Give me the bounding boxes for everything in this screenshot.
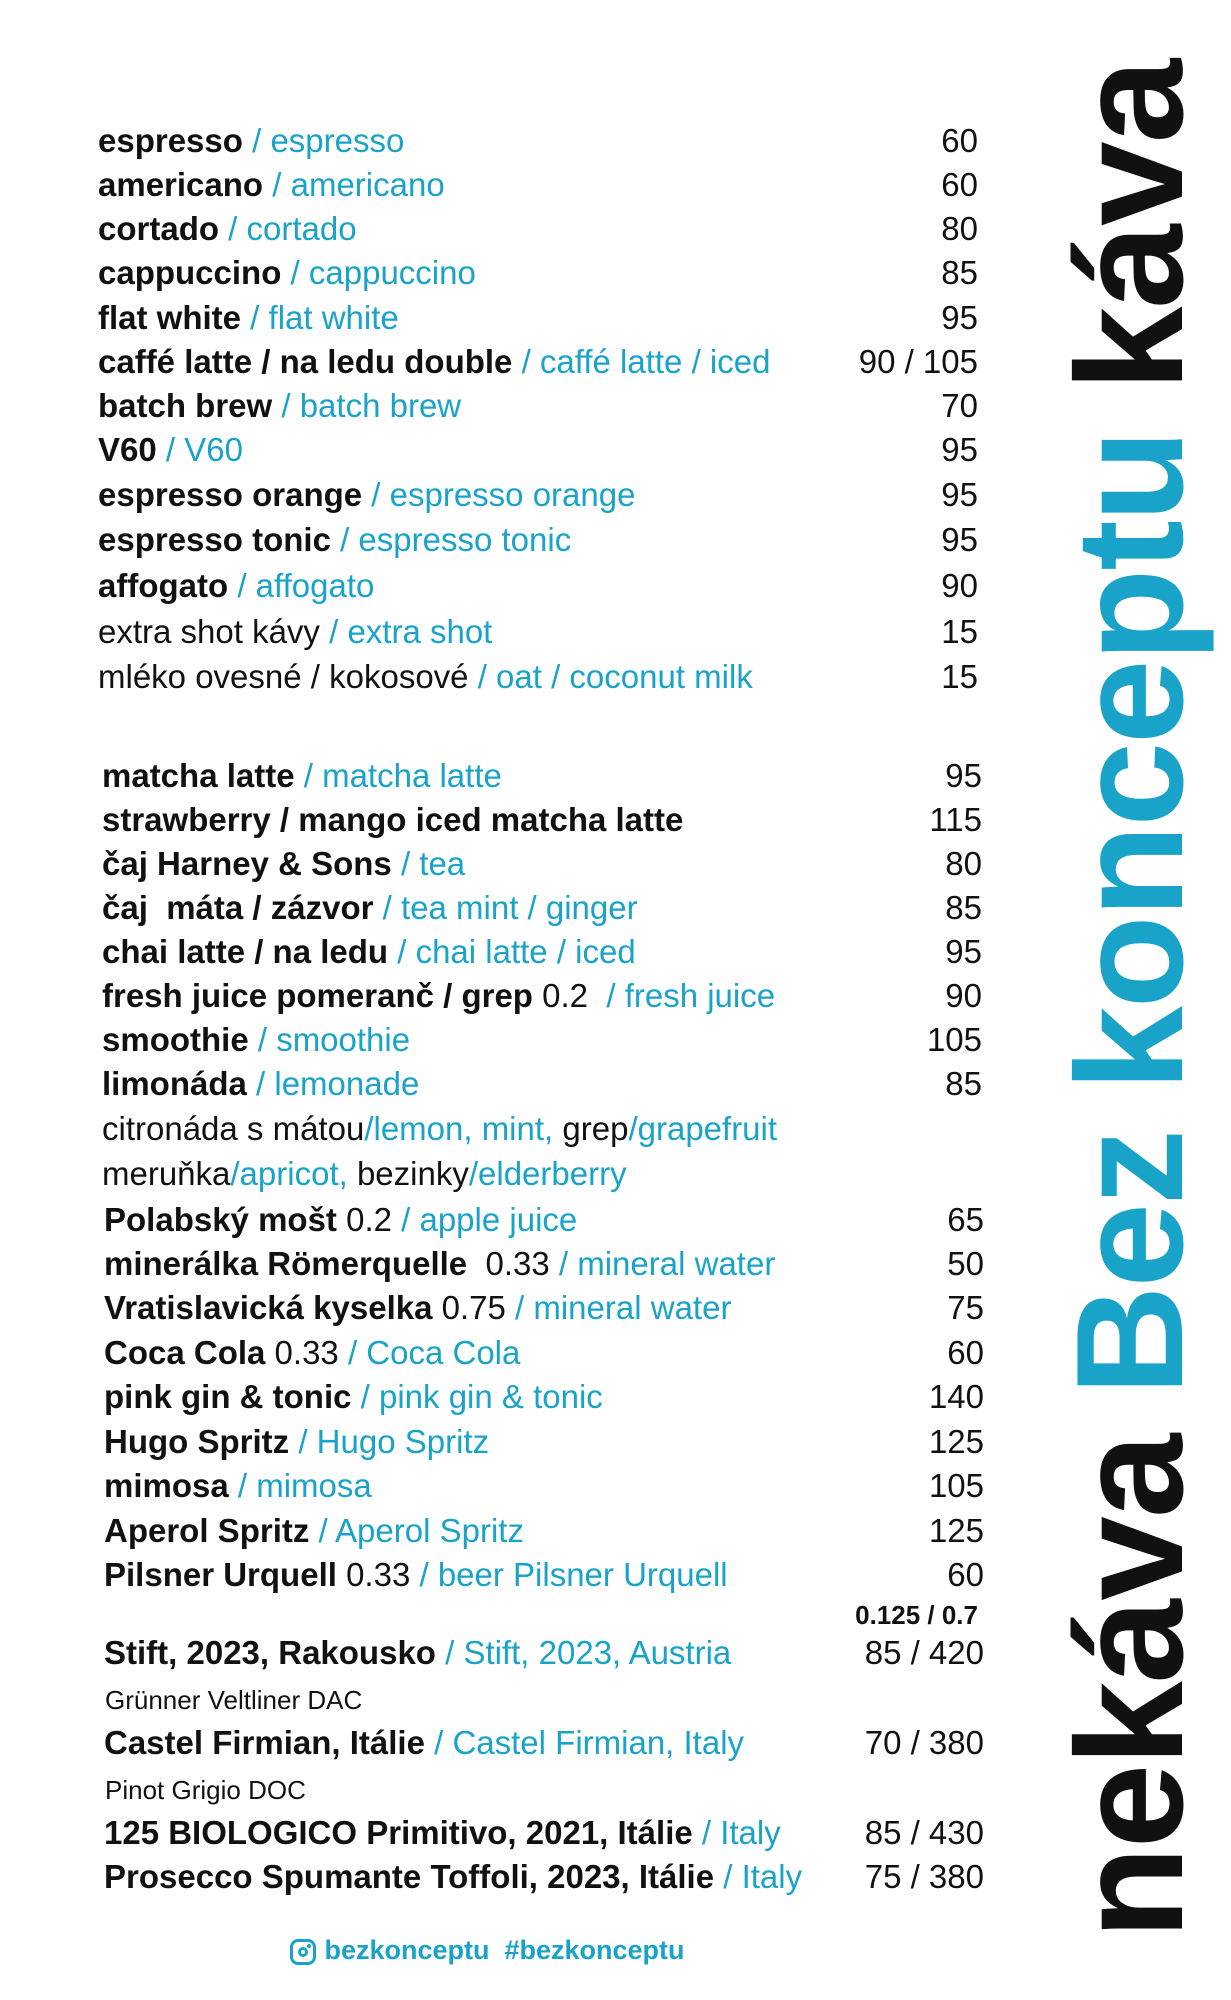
item-name: americano xyxy=(98,166,264,203)
item-name: cappuccino xyxy=(98,254,282,291)
item-name-en: / espresso xyxy=(242,122,405,159)
item-name: smoothie xyxy=(102,1021,249,1058)
item-price: 95 xyxy=(941,431,978,468)
flavor-cz: citronáda s mátou xyxy=(102,1110,365,1147)
title-kava: káva xyxy=(1045,60,1215,432)
item-name-en: / Aperol Spritz xyxy=(309,1512,524,1549)
item-name-en: / oat / coconut milk xyxy=(468,658,753,695)
item-name-en: / extra shot xyxy=(319,613,493,650)
title-brand: Bez konceptu xyxy=(1045,431,1215,1396)
item-name: 125 BIOLOGICO Primitivo, 2021, Itálie xyxy=(104,1814,693,1851)
item-price: 75 / 380 xyxy=(864,1858,984,1895)
item-price: 65 xyxy=(947,1201,984,1238)
item-name-en: / lemonade xyxy=(246,1065,420,1102)
item-price: 115 xyxy=(929,801,982,838)
item-price: 90 xyxy=(945,977,982,1014)
item-name-en: / mineral water xyxy=(505,1289,732,1326)
item-name: Vratislavická kyselka xyxy=(104,1289,433,1326)
item-name: matcha latte xyxy=(102,757,295,794)
item-name: Prosecco Spumante Toffoli, 2023, Itálie xyxy=(104,1858,715,1895)
item-name: flat white xyxy=(98,299,242,336)
item-name-en: / espresso orange xyxy=(362,476,636,513)
instagram-icon xyxy=(290,1939,316,1965)
item-qty: 0.2 xyxy=(532,977,598,1014)
item-name: čaj máta / zázvor xyxy=(102,889,374,926)
item-name: mimosa xyxy=(104,1467,229,1504)
item-name-en: / cortado xyxy=(219,210,357,247)
item-price: 60 xyxy=(941,122,978,159)
item-price: 95 xyxy=(941,299,978,336)
flavor-en: /lemon, mint, xyxy=(364,1110,563,1147)
item-name: fresh juice pomeranč / grep xyxy=(102,977,533,1014)
item-name-en: / matcha latte xyxy=(294,757,502,794)
item-price: 85 xyxy=(945,889,982,926)
item-name-en: / Italy xyxy=(714,1858,803,1895)
item-name: affogato xyxy=(98,567,229,604)
item-price: 125 xyxy=(928,1423,984,1460)
item-name: Hugo Spritz xyxy=(104,1423,290,1460)
item-price: 85 / 420 xyxy=(864,1634,984,1671)
item-price: 50 xyxy=(947,1245,984,1282)
item-name-en: / fresh juice xyxy=(597,977,776,1014)
item-name-en: / Stift, 2023, Austria xyxy=(435,1634,732,1671)
item-price: 15 xyxy=(941,613,978,650)
item-name: Coca Cola xyxy=(104,1334,266,1371)
item-name-en: / chai latte / iced xyxy=(388,933,636,970)
item-price: 105 xyxy=(926,1021,982,1058)
item-name-en: / batch brew xyxy=(272,387,462,424)
item-price: 75 xyxy=(947,1289,984,1326)
item-name: espresso xyxy=(98,122,243,159)
item-price: 60 xyxy=(947,1556,984,1593)
item-price: 85 / 430 xyxy=(864,1814,984,1851)
item-qty: 0.75 xyxy=(432,1289,506,1326)
item-price: 140 xyxy=(928,1378,984,1415)
item-name: limonáda xyxy=(102,1065,247,1102)
item-name: batch brew xyxy=(98,387,273,424)
item-price: 85 xyxy=(945,1065,982,1102)
item-price: 95 xyxy=(941,476,978,513)
item-price: 70 / 380 xyxy=(864,1724,984,1761)
item-name: espresso orange xyxy=(98,476,363,513)
item-name: čaj Harney & Sons xyxy=(102,845,392,882)
item-name: Castel Firmian, Itálie xyxy=(104,1724,425,1761)
flavor-en: /grapefruit xyxy=(628,1110,778,1147)
item-name-en: / caffé latte / iced xyxy=(512,343,771,380)
item-name: V60 xyxy=(98,431,157,468)
item-name-en: / cappuccino xyxy=(281,254,476,291)
item-name-en: / flat white xyxy=(241,299,399,336)
item-name: Polabský mošt xyxy=(104,1201,337,1238)
wine-subtitle: Grünner Veltliner DAC xyxy=(105,1685,363,1715)
item-name: Pilsner Urquell xyxy=(104,1556,337,1593)
item-price: 60 xyxy=(947,1334,984,1371)
flavor-en: /elderberry xyxy=(468,1155,627,1192)
item-name: chai latte / na ledu xyxy=(102,933,389,970)
item-price: 80 xyxy=(945,845,982,882)
item-price: 90 / 105 xyxy=(858,343,978,380)
item-name-en: / smoothie xyxy=(248,1021,411,1058)
item-qty: 0.33 xyxy=(265,1334,339,1371)
item-name-en: / espresso tonic xyxy=(330,521,572,558)
instagram-handle[interactable]: bezkonceptu xyxy=(324,1935,490,1965)
item-price: 15 xyxy=(941,658,978,695)
title-nekava: nekáva xyxy=(1045,1395,1215,1940)
item-name-en: / Italy xyxy=(692,1814,781,1851)
item-name-en: / apple juice xyxy=(391,1201,578,1238)
item-name-en: / Castel Firmian, Italy xyxy=(424,1724,745,1761)
item-name-en: / mimosa xyxy=(228,1467,372,1504)
item-name-en: / americano xyxy=(263,166,445,203)
item-price: 95 xyxy=(945,757,982,794)
item-name: minerálka Römerquelle xyxy=(104,1245,468,1282)
item-name: cortado xyxy=(98,210,220,247)
item-name: mléko ovesné / kokosové xyxy=(98,658,469,695)
flavor-cz: meruňka xyxy=(102,1155,231,1192)
item-name-en: / mineral water xyxy=(549,1245,776,1282)
item-qty: 0.2 xyxy=(336,1201,392,1238)
item-qty: 0.33 xyxy=(467,1245,550,1282)
item-name: extra shot kávy xyxy=(98,613,320,650)
item-price: 95 xyxy=(941,521,978,558)
item-price: 90 xyxy=(941,567,978,604)
item-name-en: / pink gin & tonic xyxy=(351,1378,603,1415)
vertical-brand-title xyxy=(1045,60,1215,1940)
flavor-cz: grep xyxy=(562,1110,629,1147)
item-name: strawberry / mango iced matcha latte xyxy=(102,801,684,838)
item-price: 70 xyxy=(941,387,978,424)
item-name-en: / Coca Cola xyxy=(338,1334,521,1371)
item-name-en: / Hugo Spritz xyxy=(289,1423,490,1460)
item-name: Stift, 2023, Rakousko xyxy=(104,1634,436,1671)
item-price: 105 xyxy=(928,1467,984,1504)
item-price: 60 xyxy=(941,166,978,203)
hashtag[interactable]: #bezkonceptu xyxy=(504,1935,685,1965)
flavor-en: /apricot, xyxy=(230,1155,357,1192)
item-price: 125 xyxy=(928,1512,984,1549)
item-name: espresso tonic xyxy=(98,521,331,558)
wine-volume-header: 0.125 / 0.7 xyxy=(855,1600,978,1630)
flavor-cz: bezinky xyxy=(356,1155,469,1192)
item-name-en: / tea xyxy=(391,845,466,882)
item-price: 85 xyxy=(941,254,978,291)
item-name-en: / tea mint / ginger xyxy=(373,889,638,926)
item-name-en: / affogato xyxy=(228,567,375,604)
item-name-en: / V60 xyxy=(156,431,243,468)
item-price: 95 xyxy=(945,933,982,970)
item-name: Aperol Spritz xyxy=(104,1512,310,1549)
item-price: 80 xyxy=(941,210,978,247)
item-qty: 0.33 xyxy=(336,1556,411,1593)
wine-subtitle: Pinot Grigio DOC xyxy=(105,1775,306,1805)
item-name: caffé latte / na ledu double xyxy=(98,343,513,380)
social-footer xyxy=(0,1935,975,1966)
item-name: pink gin & tonic xyxy=(104,1378,352,1415)
item-name-en: / beer Pilsner Urquell xyxy=(410,1556,728,1593)
